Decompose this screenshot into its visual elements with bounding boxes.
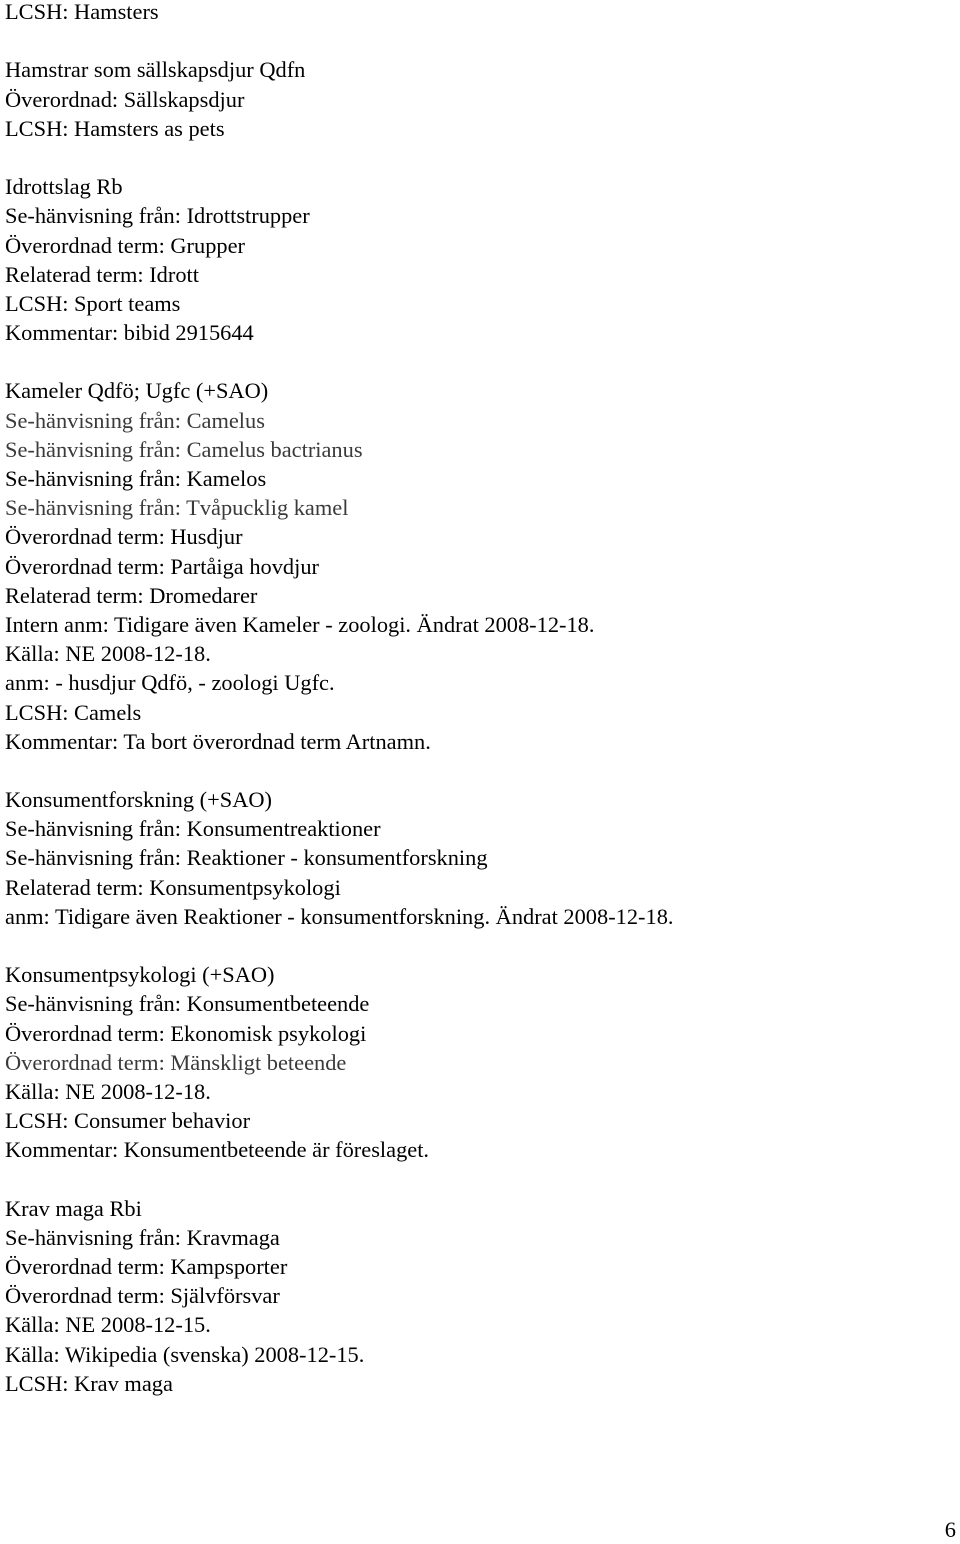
paragraph-gap [5,756,960,785]
entry-line: Kommentar: Ta bort överordnad term Artnamn. [5,728,431,754]
continued-lcsh-line: LCSH: Hamsters [5,0,159,24]
entry-line: Överordnad: Sällskapsdjur [5,86,245,112]
entry-line: Kommentar: Konsumentbeteende är föreslaget. [5,1137,430,1163]
entry-line: Relaterad term: Konsumentpsykologi [5,874,341,900]
entry-line: Kommentar: bibid 2915644 [5,320,254,346]
paragraph-gap [5,347,960,376]
entry-hamstrar [5,55,960,143]
entry-heading: Konsumentpsykologi (+SAO) [5,962,275,988]
entry-line: Källa: NE 2008-12-18. [5,1078,211,1104]
entry-line: Källa: NE 2008-12-18. [5,641,211,667]
entry-line: Se-hänvisning från: Kravmaga [5,1224,280,1250]
entry-line: Källa: Wikipedia (svenska) 2008-12-15. [5,1341,365,1367]
entry-line: Se-hänvisning från: Camelus bactrianus [5,436,363,462]
entry-line: Se-hänvisning från: Camelus [5,407,265,433]
entry-line: Överordnad term: Grupper [5,232,245,258]
entry-line: Överordnad term: Mänskligt beteende [5,1049,347,1075]
entry-line: Intern anm: Tidigare även Kameler - zoologi. Ändrat 2008-12-18. [5,611,595,637]
entry-line: LCSH: Consumer behavior [5,1108,251,1134]
entry-line: Se-hänvisning från: Konsumentbeteende [5,991,370,1017]
entry-line: Se-hänvisning från: Konsumentreaktioner [5,816,381,842]
entry-konsumentpsykologi [5,960,960,1164]
paragraph-gap [5,931,960,960]
entry-line: Se-hänvisning från: Idrottstrupper [5,203,310,229]
entry-line: Se-hänvisning från: Kamelos [5,466,267,491]
paragraph-gap [5,1165,960,1194]
entry-heading: Krav maga Rbi [5,1195,142,1221]
entry-line: Relaterad term: Idrott [5,261,199,287]
paragraph-gap [5,26,960,55]
entry-konsumentforskning [5,785,960,931]
entry-line: Se-hänvisning från: Reaktioner - konsumentforskning [5,845,488,871]
entry-krav-maga [5,1194,960,1398]
entry-kameler [5,376,960,755]
entry-line: Relaterad term: Dromedarer [5,582,258,608]
entry-heading: Hamstrar som sällskapsdjur Qdfn [5,57,306,83]
entry-line: Källa: NE 2008-12-15. [5,1312,211,1338]
entry-line: Överordnad term: Partåiga hovdjur [5,553,319,579]
paragraph-gap [5,143,960,172]
entry-line: anm: Tidigare även Reaktioner - konsumentforskning. Ändrat 2008-12-18. [5,903,674,929]
entry-idrottslag [5,172,960,347]
entry-line: Överordnad term: Ekonomisk psykologi [5,1020,367,1046]
page-number: 6 [944,1517,956,1542]
entry-line: Överordnad term: Husdjur [5,524,243,550]
entry-line: anm: - husdjur Qdfö, - zoologi Ugfc. [5,670,335,696]
entry-heading: Kameler Qdfö; Ugfc (+SAO) [5,378,269,404]
entry-line: LCSH: Hamsters as pets [5,115,225,141]
entry-heading: Konsumentforskning (+SAO) [5,787,272,813]
document-page [5,0,960,1398]
entry-line: LCSH: Sport teams [5,290,181,316]
entry-line: LCSH: Krav maga [5,1370,173,1396]
entry-heading: Idrottslag Rb [5,174,123,200]
entry-line: Överordnad term: Kampsporter [5,1254,288,1280]
entry-line: Se-hänvisning från: Tvåpucklig kamel [5,495,349,521]
entry-line: LCSH: Camels [5,699,142,725]
entry-line: Överordnad term: Självförsvar [5,1283,280,1309]
